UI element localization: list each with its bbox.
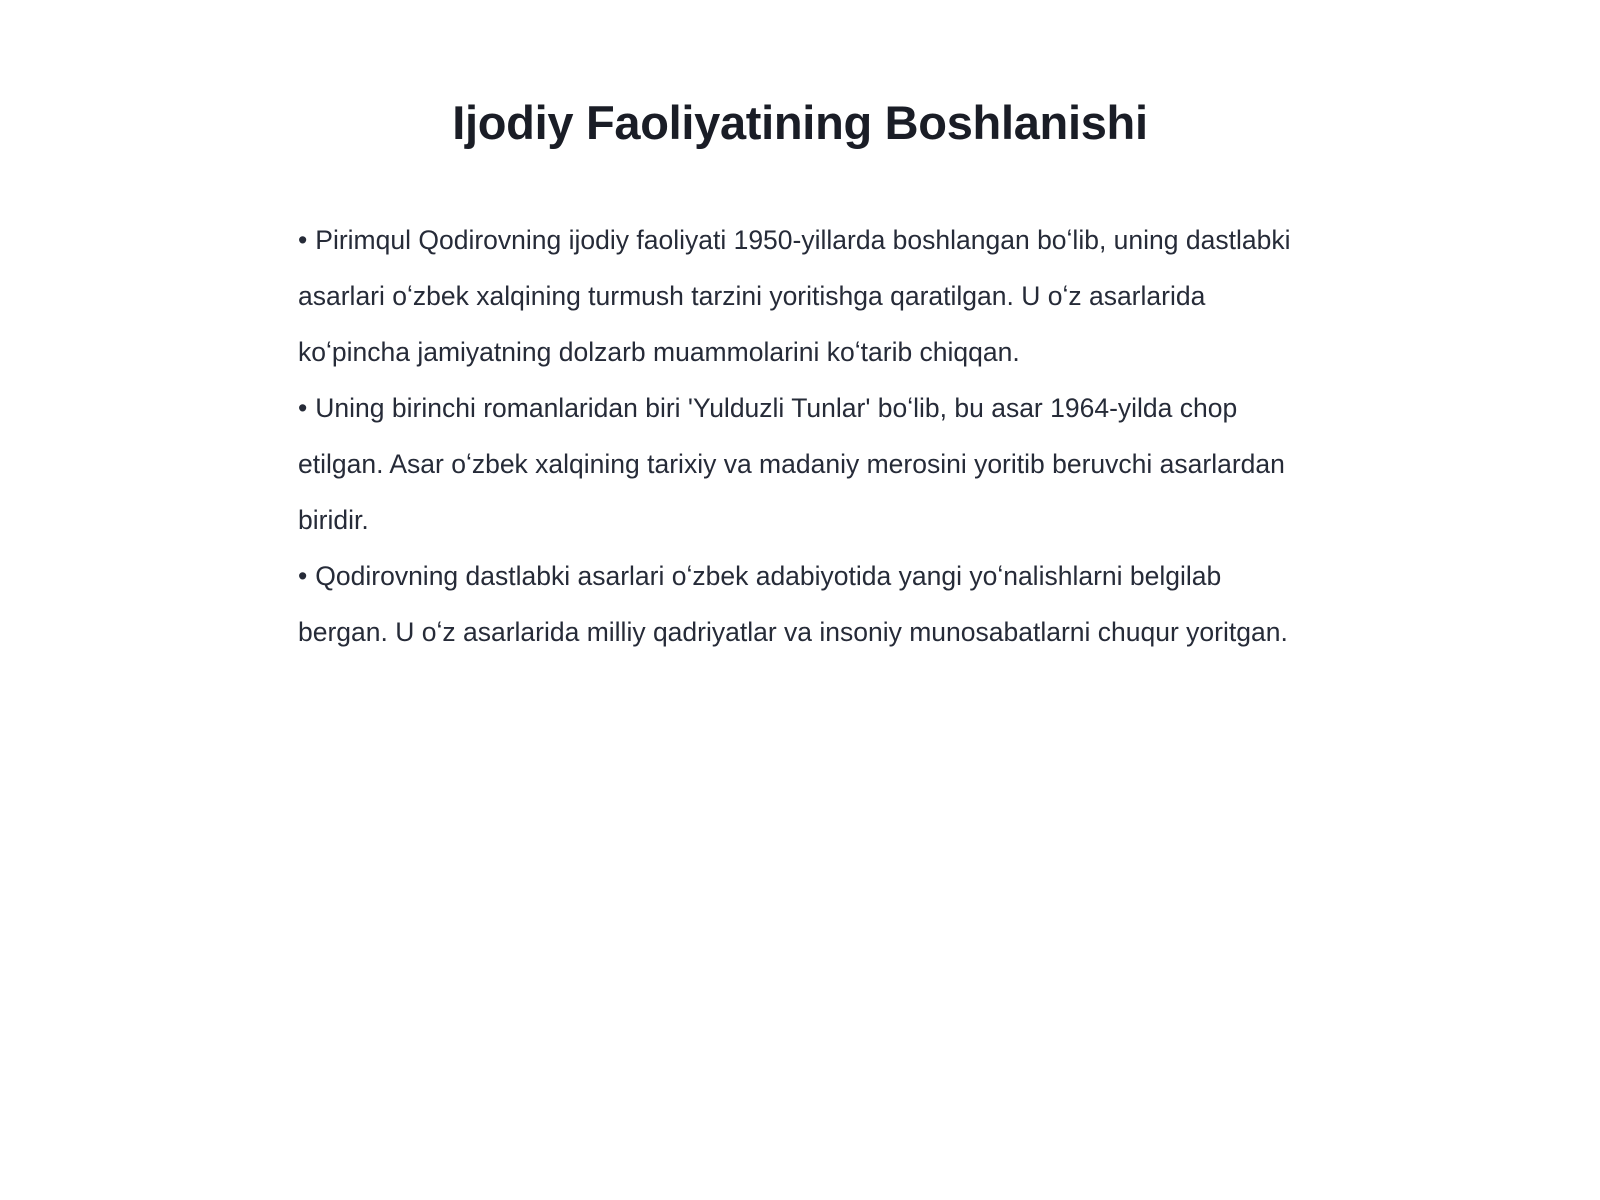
bullet-item: [298, 548, 1303, 660]
bullet-text: Pirimqul Qodirovning ijodiy faoliyati 1950-yillarda boshlangan boʻlib, uning dastlabki asarlari oʻzbek xalqining turmush tarzini yoritishga qaratilgan. U oʻz asarlarida koʻpincha jamiyatning dolzarb muammolarini koʻtarib chiqqan.: [298, 225, 1291, 367]
bullet-text: Uning birinchi romanlaridan biri 'Yulduzli Tunlar' boʻlib, bu asar 1964-yilda chop etilgan. Asar oʻzbek xalqining tarixiy va madaniy merosini yoritib beruvchi asarlardan biridir.: [298, 393, 1285, 535]
slide-title: Ijodiy Faoliyatining Boshlanishi: [452, 96, 1148, 149]
bullet-item: [298, 380, 1303, 548]
bullet-item: [298, 212, 1303, 380]
bullet-text: Qodirovning dastlabki asarlari oʻzbek adabiyotida yangi yoʻnalishlarni belgilab bergan. U oʻz asarlarida milliy qadriyatlar va insoniy munosabatlarni chuqur yoritgan.: [298, 561, 1288, 647]
bullet-dot: •: [298, 225, 308, 255]
bullet-list: [298, 212, 1303, 660]
bullet-dot: •: [298, 393, 308, 423]
bullet-dot: •: [298, 561, 308, 591]
